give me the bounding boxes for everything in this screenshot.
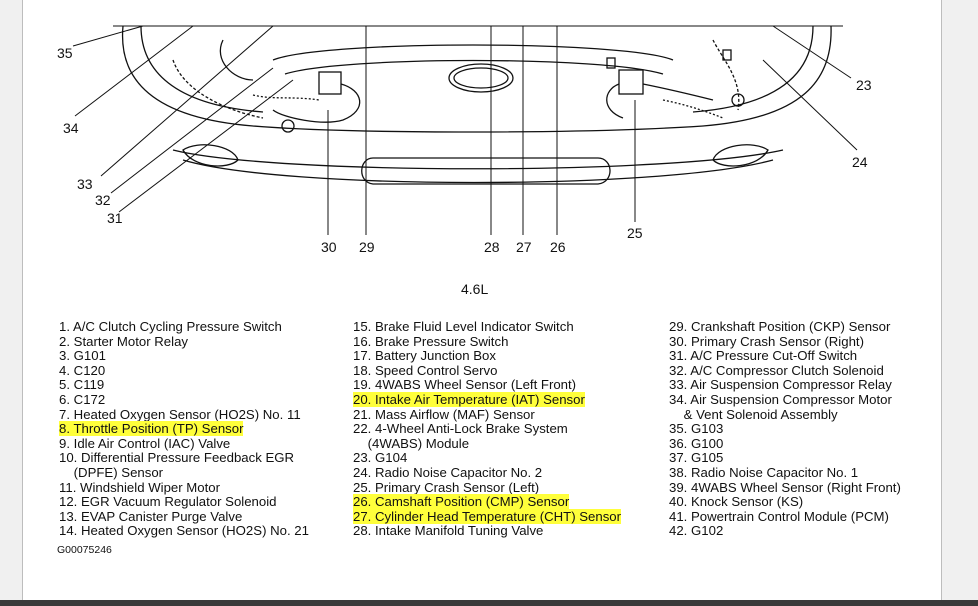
legend-number: 16. (353, 333, 372, 349)
legend-text (669, 348, 857, 363)
callout-30: 30 (321, 239, 337, 255)
legend-label: G105 (691, 450, 724, 466)
legend-text (59, 334, 188, 349)
legend-label: A/C Clutch Cycling Pressure Switch (72, 319, 282, 334)
legend-label: Air Suspension Compressor Motor (690, 391, 892, 407)
legend-number: 22. (353, 421, 372, 437)
legend-number: 33. (669, 377, 688, 393)
legend-item (353, 437, 621, 452)
legend-label: Throttle Position (TP) Sensor (73, 421, 244, 437)
legend-label: 4-Wheel Anti-Lock Brake System (375, 421, 568, 437)
legend-item (669, 320, 901, 335)
legend-number: 38. (669, 464, 688, 480)
legend-item (353, 510, 621, 525)
legend-label: A/C Pressure Cut-Off Switch (690, 348, 858, 364)
legend-item (669, 364, 901, 379)
legend-text (353, 436, 469, 451)
legend-item (353, 451, 621, 466)
legend-item (353, 481, 621, 496)
legend-item (59, 349, 309, 364)
legend-text (59, 392, 105, 407)
callout-32: 32 (95, 192, 111, 208)
legend-item (59, 378, 309, 393)
legend-number: 25. (353, 479, 372, 495)
legend-number: 32. (669, 362, 688, 378)
legend-text (353, 334, 508, 349)
legend-number: 26. (353, 494, 372, 510)
callout-33: 33 (77, 176, 93, 192)
legend-text (59, 363, 105, 378)
legend-number: 36. (669, 435, 688, 451)
legend-text (669, 319, 890, 334)
legend-item (669, 524, 901, 539)
legend-item (669, 495, 901, 510)
legend-item (669, 451, 901, 466)
legend-label: G103 (691, 421, 724, 437)
callout-29: 29 (359, 239, 375, 255)
legend-item (353, 378, 621, 393)
callout-23: 23 (856, 77, 872, 93)
legend-label: Knock Sensor (KS) (691, 494, 804, 510)
callout-25: 25 (627, 225, 643, 241)
legend-label: Idle Air Control (IAC) Valve (73, 435, 231, 451)
legend-item (669, 408, 901, 423)
legend-item (59, 437, 309, 452)
legend-number: 19. (353, 377, 372, 393)
legend-item (353, 524, 621, 539)
legend-text (59, 450, 294, 465)
legend-number: 31. (669, 348, 688, 364)
engine-label: 4.6L (461, 281, 489, 297)
callout-26: 26 (550, 239, 566, 255)
legend-number: 29. (669, 319, 688, 334)
legend-item (353, 335, 621, 350)
legend-text (59, 465, 163, 480)
legend-label: G102 (691, 523, 724, 539)
legend-label: Crankshaft Position (CKP) Sensor (691, 319, 891, 334)
legend-text (353, 523, 543, 538)
legend-item (59, 320, 309, 335)
legend-item (669, 437, 901, 452)
legend-number: 30. (669, 333, 688, 349)
callout-24: 24 (852, 154, 868, 170)
legend-item (353, 349, 621, 364)
legend-number: 27. (353, 508, 372, 524)
legend-number: 9. (59, 435, 70, 451)
callout-31: 31 (107, 210, 123, 226)
legend-item (353, 422, 621, 437)
legend-number: 40. (669, 494, 688, 510)
legend-text (669, 450, 723, 465)
legend-number: 4. (59, 362, 70, 378)
legend-label: Powertrain Control Module (PCM) (691, 508, 889, 524)
callout-28: 28 (484, 239, 500, 255)
legend-label: C120 (73, 362, 106, 378)
legend-text (669, 421, 723, 436)
legend-number: 41. (669, 508, 688, 524)
legend-number: 3. (59, 348, 70, 364)
legend-text (669, 363, 884, 378)
legend-label: Cylinder Head Temperature (CHT) Sensor (375, 508, 622, 524)
legend-label: EVAP Canister Purge Valve (81, 508, 243, 524)
legend-text (669, 407, 838, 422)
legend-number: 7. (59, 406, 70, 422)
legend-number: 17. (353, 348, 372, 364)
legend-text (669, 523, 723, 538)
legend-number: 6. (59, 391, 70, 407)
legend-label: Windshield Wiper Motor (80, 479, 221, 495)
legend-number: 13. (59, 508, 78, 524)
legend-text (59, 319, 282, 334)
legend-item (353, 495, 621, 510)
legend-label: Battery Junction Box (375, 348, 496, 364)
legend-number: 28. (353, 523, 372, 539)
legend-text (669, 377, 892, 392)
legend-text (353, 465, 542, 480)
legend-item (59, 393, 309, 408)
legend-item (669, 378, 901, 393)
legend-item (669, 393, 901, 408)
legend-label: G104 (375, 450, 408, 466)
legend-text (669, 494, 803, 509)
legend-text (353, 480, 539, 495)
legend-label: Brake Pressure Switch (375, 333, 509, 349)
legend-text (353, 319, 574, 334)
legend-text (353, 363, 497, 378)
legend-label: (4WABS) Module (367, 435, 470, 451)
legend-text (59, 509, 242, 524)
legend-number: 34. (669, 391, 688, 407)
legend-number: 37. (669, 450, 688, 466)
legend-item (669, 422, 901, 437)
engine-compartment-diagram (23, 0, 941, 270)
legend-item (353, 466, 621, 481)
legend-item (59, 466, 309, 481)
legend-text (59, 523, 309, 538)
legend-number: 20. (353, 391, 372, 407)
legend-label: Radio Noise Capacitor No. 2 (375, 464, 543, 480)
legend-text (59, 407, 301, 422)
legend-label: Primary Crash Sensor (Right) (691, 333, 864, 349)
legend-number: 35. (669, 421, 688, 437)
legend-text (59, 436, 230, 451)
legend-number: 42. (669, 523, 688, 539)
legend-number: 14. (59, 523, 78, 539)
legend-number: 10. (59, 450, 78, 466)
highlighted-legend-text (59, 421, 243, 436)
legend-text (59, 494, 277, 509)
legend-text (59, 348, 106, 363)
legend-item (353, 320, 621, 335)
legend-number: 2. (59, 333, 70, 349)
legend-number: 5. (59, 377, 70, 393)
legend-label: Heated Oxygen Sensor (HO2S) No. 21 (81, 523, 309, 539)
legend-label: Differential Pressure Feedback EGR (81, 450, 295, 466)
legend-text (669, 334, 864, 349)
legend-label: Camshaft Position (CMP) Sensor (375, 494, 570, 510)
legend-text (59, 377, 104, 392)
legend-text (669, 465, 858, 480)
legend-item (59, 481, 309, 496)
legend-number: 1. (59, 319, 70, 334)
viewer-bottom-bar (0, 600, 978, 606)
legend-item (669, 481, 901, 496)
legend-item (59, 495, 309, 510)
legend-item (353, 393, 621, 408)
legend-label: Starter Motor Relay (73, 333, 189, 349)
legend-column-2 (353, 320, 621, 539)
legend-number: 12. (59, 494, 78, 510)
legend-label: (DPFE) Sensor (73, 464, 164, 480)
legend-label: A/C Compressor Clutch Solenoid (690, 362, 884, 378)
legend-label: G100 (691, 435, 724, 451)
highlighted-legend-text (353, 392, 585, 407)
legend-label: G101 (73, 348, 106, 364)
legend-number: 24. (353, 464, 372, 480)
legend-item (669, 466, 901, 481)
legend-label: Heated Oxygen Sensor (HO2S) No. 11 (73, 406, 301, 422)
legend-number: 21. (353, 406, 372, 422)
legend-item (59, 408, 309, 423)
legend-text (59, 480, 220, 495)
legend-number: 15. (353, 319, 372, 334)
legend-item (59, 335, 309, 350)
legend-item (353, 364, 621, 379)
legend-item (59, 364, 309, 379)
legend-label: Intake Manifold Tuning Valve (375, 523, 544, 539)
callout-35: 35 (57, 45, 73, 61)
legend-item (669, 335, 901, 350)
legend-text (669, 509, 889, 524)
legend-text (353, 450, 407, 465)
legend-text (669, 480, 901, 495)
legend-label: 4WABS Wheel Sensor (Right Front) (691, 479, 901, 495)
legend-number: 18. (353, 362, 372, 378)
legend-text (353, 421, 568, 436)
document-page (22, 0, 942, 600)
legend-text (353, 407, 535, 422)
callout-34: 34 (63, 120, 79, 136)
legend-label: Intake Air Temperature (IAT) Sensor (375, 391, 585, 407)
legend-label: C119 (73, 377, 105, 393)
legend-item (353, 408, 621, 423)
legend-number: 8. (59, 421, 70, 437)
figure-id: G00075246 (57, 544, 112, 556)
legend-item (669, 510, 901, 525)
legend-item (59, 422, 309, 437)
legend-label: EGR Vacuum Regulator Solenoid (81, 494, 277, 510)
legend-item (59, 451, 309, 466)
legend-item (59, 510, 309, 525)
legend-text (669, 392, 892, 407)
legend-number: 23. (353, 450, 372, 466)
legend-label: C172 (73, 391, 106, 407)
legend-label: Air Suspension Compressor Relay (690, 377, 892, 393)
legend-text (353, 377, 576, 392)
legend-label: & Vent Solenoid Assembly (683, 406, 838, 422)
legend-label: 4WABS Wheel Sensor (Left Front) (375, 377, 577, 393)
legend-number: 39. (669, 479, 688, 495)
legend-item (59, 524, 309, 539)
highlighted-legend-text (353, 494, 569, 509)
callout-27: 27 (516, 239, 532, 255)
legend-text (353, 348, 496, 363)
legend-label: Brake Fluid Level Indicator Switch (375, 319, 574, 334)
legend-label: Speed Control Servo (375, 362, 498, 378)
legend-label: Mass Airflow (MAF) Sensor (375, 406, 535, 422)
legend-column-1 (59, 320, 309, 539)
legend-text (669, 436, 723, 451)
legend-item (669, 349, 901, 364)
legend-label: Radio Noise Capacitor No. 1 (691, 464, 859, 480)
legend-column-3 (669, 320, 901, 539)
legend-label: Primary Crash Sensor (Left) (375, 479, 540, 495)
highlighted-legend-text (353, 509, 621, 524)
legend-number: 11. (59, 479, 77, 495)
